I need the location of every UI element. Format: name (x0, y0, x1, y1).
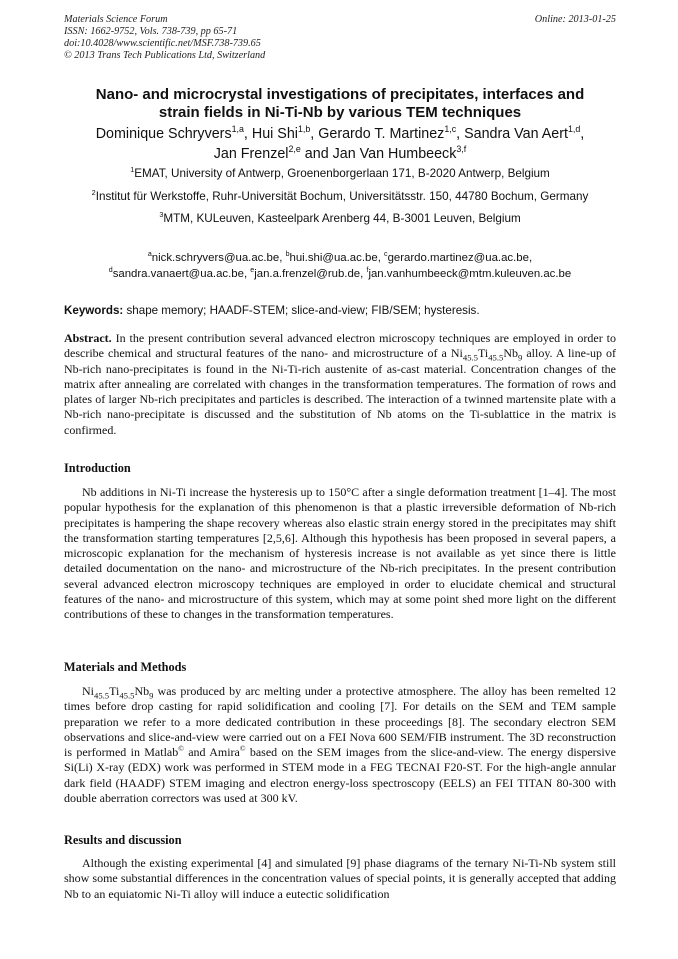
methods-text: and Amira (183, 745, 240, 760)
abstract-label: Abstract. (64, 331, 112, 345)
doi-line[interactable]: doi:10.4028/www.scientific.net/MSF.738-739.65 (64, 38, 261, 49)
methods-subscript: 45.5 (94, 690, 110, 701)
author-name: Hui Shi (251, 126, 298, 142)
section-heading-results: Results and discussion (64, 833, 182, 847)
methods-text: Ni (82, 684, 94, 698)
email-sup: a (147, 251, 152, 259)
author-name: Sandra Van Aert (464, 126, 568, 142)
section-heading-methods: Materials and Methods (64, 660, 187, 674)
methods-paragraph (64, 684, 616, 806)
author-name: Dominique Schryvers (95, 126, 232, 142)
author-name: Jan Van Humbeeck (332, 146, 457, 162)
methods-subscript: 9 (149, 690, 154, 701)
author-line-2 (58, 144, 622, 164)
affiliation-sup: 2 (91, 188, 96, 198)
abstract-subscript: 45.5 (488, 352, 504, 363)
paper-title (64, 86, 616, 122)
methods-text: was produced by arc melting under a protective atmosphere. The alloy has been remelted 12 times before drop casting for rapid solidification and cooling [7]. For details on the SEM and TEM sample preparation we refer to a more dedicated contribution in these proceedings [8]. The secondary electron SEM observations and slice-and-view were carried out on a FEI Nova 600 SEM/FIB instrument. The 3D reconstruction is performed in Matlab (64, 684, 616, 760)
email-line-1: $^a$nick.schryvers@ua.ac.be, $^b$hui.shi@ua.ac.be, $^c$gerardo.martinez@ua.ac.be, (147, 251, 533, 264)
email-list (40, 250, 640, 282)
section-heading-introduction: Introduction (64, 461, 131, 475)
author-list (58, 124, 622, 164)
author-sup: 1,b (297, 124, 311, 135)
email-link[interactable]: nick.schryvers@ua.ac.be (151, 252, 280, 264)
keywords-text: shape memory; HAADF-STEM; slice-and-view; FIB/SEM; hysteresis. (123, 304, 480, 317)
affiliation-text: Institut für Werkstoffe, Ruhr-Universität Bochum, Universitätsstr. 150, 44780 Bochum, Germany (95, 190, 589, 203)
copyright-line: © 2013 Trans Tech Publications Ltd, Switzerland (64, 50, 266, 61)
copyright-mark: © (239, 744, 246, 754)
affiliation-1 (40, 167, 640, 181)
author-name: Jan Frenzel (213, 146, 289, 162)
affiliation-sup: 3 (159, 210, 164, 220)
journal-name: Materials Science Forum (64, 14, 168, 25)
affiliation-text: MTM, KULeuven, Kasteelpark Arenberg 44, B-3001 Leuven, Belgium (163, 212, 521, 225)
methods-text: based on the SEM images from the slice-and-view. The energy dispersive Si(Li) X-ray (EDX) work was performed in STEM mode in a FEG TECNAI F20-ST. For the high-angle annular dark field (HAADF) STEM imaging and electron energy-loss spectroscopy (EELS) an FEI TITAN 80-300 with double aberration correctors was used at 300 kV. (64, 745, 616, 806)
affiliation-2 (40, 190, 640, 204)
title-line-1: Nano- and microcrystal investigations of precipitates, interfaces and (95, 86, 585, 103)
keywords-label: Keywords: (64, 304, 124, 317)
author-name: Gerardo T. Martinez (318, 126, 445, 142)
methods-text: Ti (109, 684, 120, 698)
email-link[interactable]: gerardo.martinez@ua.ac.be (387, 252, 529, 264)
abstract-subscript: 9 (518, 352, 523, 363)
email-link[interactable]: sandra.vanaert@ua.ac.be (112, 268, 244, 280)
introduction-paragraph: Nb additions in Ni-Ti increase the hysteresis up to 150°C after a single deformation treatment [1–4]. The most popular hypothesis for the explanation of this phenomenon is that a plastic irreversible deformation of Nb-rich precipitates is hampering the shape recovery whereas also elastic strain energy stored in the precipitates may shift the transformation starting temperatures [2,5,6]. Although this hypothesis has been proposed in several papers, a microscopic explanation for the mechanism of hysteresis increase is not available as yet since there is little detailed documentation on the nano- and microstructure of the Nb-rich precipitates. In the present contribution several advanced electron microscopy techniques are employed in order to elucidate chemical and structural features of the nano- and microstructure of this system, which may at some point shed more light on the different contributions of these to changes in the transformation temperatures. (64, 485, 616, 622)
methods-subscript: 45.5 (119, 690, 135, 701)
abstract-text: Nb (503, 346, 518, 361)
email-link[interactable]: jan.vanhumbeeck@mtm.kuleuven.ac.be (368, 268, 572, 280)
affiliation-text: EMAT, University of Antwerp, Groenenborgerlaan 171, B-2020 Antwerp, Belgium (134, 167, 550, 180)
abstract-text: alloy. A line-up of Nb-rich nano-precipitates is found in the Ni-Ti-rich austenite of as-cast material. Concentration changes of the matrix after annealing are correlated with changes in the transformation temperatures. The formation of rows and plates of larger Nb-rich precipitates and particles is described. The interaction of a twinned martensite plate with a Nb-rich nano-precipitate is discussed and the substitution of Nb atoms on the Ti-sublattice in the matrix is confirmed. (64, 346, 616, 437)
abstract-subscript: 45.5 (462, 352, 478, 363)
email-sup: c (384, 251, 388, 259)
author-sup: 2,e (288, 144, 301, 155)
author-sup: 1,d (567, 124, 581, 135)
author-sup: 1,c (444, 124, 457, 135)
email-sup: d (108, 267, 113, 275)
email-sup: f (366, 267, 369, 275)
email-link[interactable]: jan.a.frenzel@rub.de (254, 268, 361, 280)
affiliation-sup: 1 (130, 165, 135, 175)
email-link[interactable]: hui.shi@ua.ac.be (289, 252, 378, 264)
title-line-2: strain fields in Ni-Ti-Nb by various TEM techniques (158, 104, 522, 121)
author-connector: and (304, 146, 329, 162)
email-line-2: $^d$sandra.vanaert@ua.ac.be, $^e$jan.a.frenzel@rub.de, $^f$jan.vanhumbeeck@mtm.kuleuven.ac.be (108, 267, 572, 280)
results-paragraph: Although the existing experimental [4] and simulated [9] phase diagrams of the ternary Ni-Ti-Nb system still show some substantial differences in the concentration values of special points, it is generally accepted that adding Nb to an equiatomic Ni-Ti alloy will induce a eutectic solidification (64, 856, 616, 901)
journal-header (64, 14, 616, 62)
affiliation-3 (40, 212, 640, 226)
abstract (64, 331, 616, 438)
email-sup: b (285, 251, 290, 259)
abstract-text: In the present contribution several advanced electron microscopy techniques are employed in order to describe chemical and structural features of the nano- and microstructure of a Ni (64, 331, 616, 361)
abstract-text: Ti (477, 346, 489, 361)
issn-line: ISSN: 1662-9752, Vols. 738-739, pp 65-71 (64, 26, 238, 37)
author-sup: 1,a (231, 124, 244, 135)
author-sup: 3,f (456, 144, 467, 155)
copyright-mark: © (178, 744, 184, 754)
keywords (64, 304, 616, 318)
online-date: Online: 2013-01-25 (534, 14, 616, 25)
email-sup: e (250, 267, 255, 275)
methods-text: Nb (134, 684, 150, 698)
author-line-1: Dominique Schryvers$^{1,a}$, Hui Shi$^{1,b}$, Gerardo T. Martinez$^{1,c}$, Sandra Van Aert$^{1,d}$, (95, 124, 585, 142)
